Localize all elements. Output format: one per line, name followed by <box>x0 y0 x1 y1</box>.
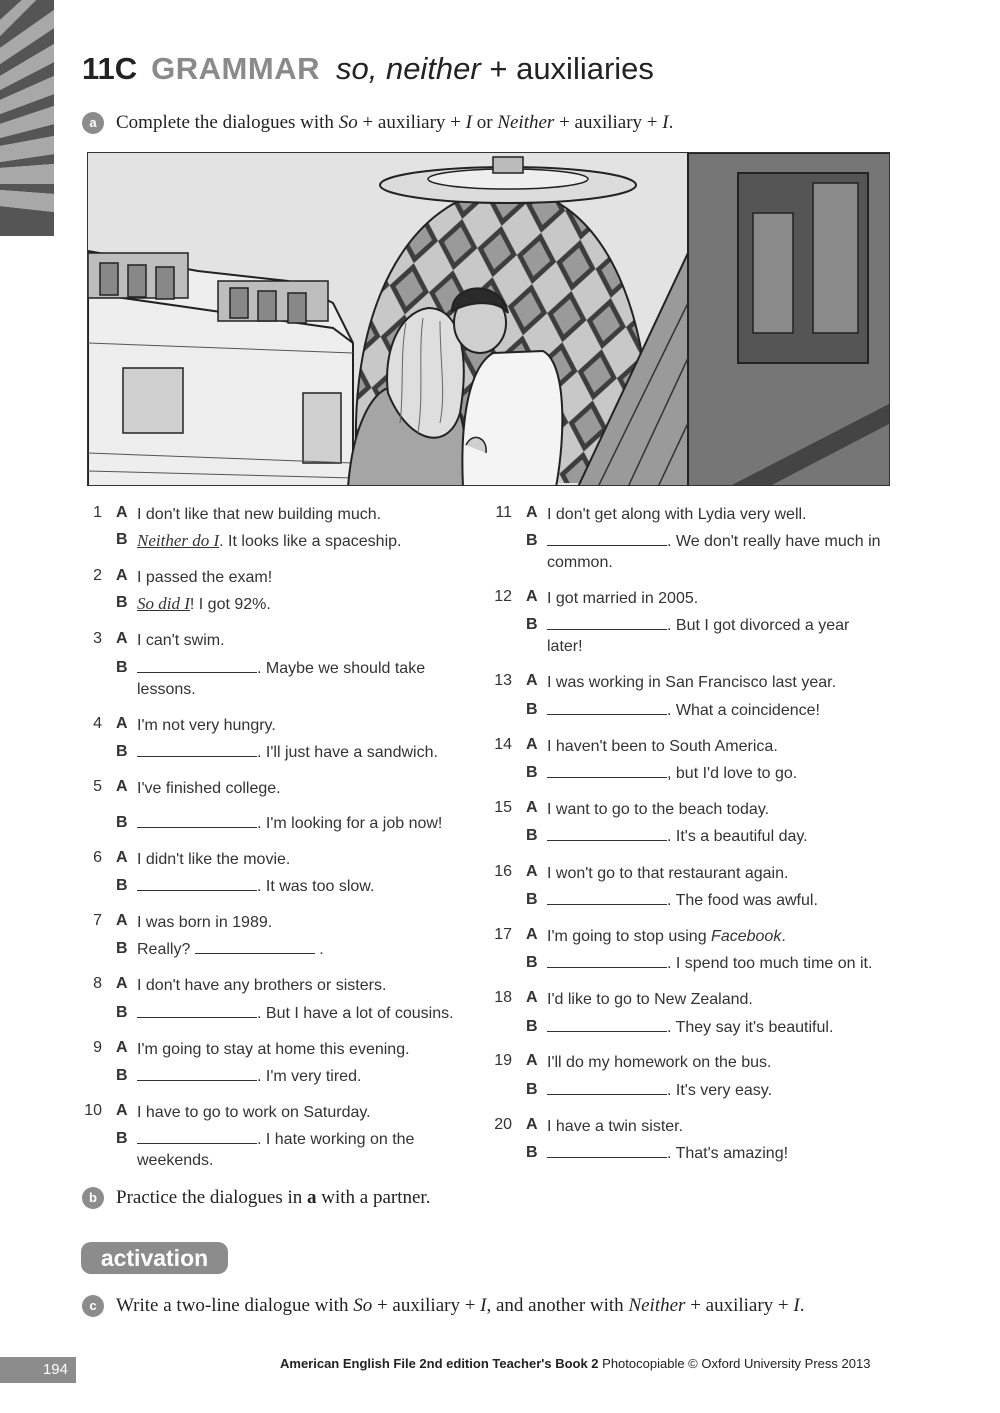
instruction-a <box>82 112 673 134</box>
speaker-b-label: B <box>526 891 538 908</box>
corner-rays-decoration <box>0 0 54 236</box>
speaker-b-line: . That's amazing! <box>547 1143 877 1164</box>
section-badge-c: c <box>82 1295 104 1317</box>
speaker-a-label: A <box>116 849 128 866</box>
speaker-a-line: I'd like to go to New Zealand. <box>547 991 753 1008</box>
illustration-couple-gherkin <box>87 152 890 486</box>
instruction-c-text: Write a two-line dialogue with So + auxiliary + I, and another with Neither + auxiliary + I. <box>116 1295 805 1316</box>
speaker-b-line: . I hate working on the weekends. <box>137 1131 415 1169</box>
speaker-a-label: A <box>526 736 538 753</box>
item-number: 8 <box>93 975 102 992</box>
speaker-b-label: B <box>116 877 128 894</box>
section-badge-b: b <box>82 1187 104 1209</box>
speaker-b-line: . It's very easy. <box>547 1080 877 1101</box>
dialogue-item <box>492 1116 902 1166</box>
dialogue-item <box>82 778 482 838</box>
example-answer: Neither do I <box>137 531 220 550</box>
speaker-a-label: A <box>526 672 538 689</box>
speaker-a-line: I won't go to that restaurant again. <box>547 865 789 882</box>
speaker-a-line: I've finished college. <box>137 780 281 797</box>
speaker-b-line: . But I got divorced a year later! <box>547 617 850 655</box>
speaker-b-label: B <box>526 764 538 781</box>
page-title <box>82 46 654 92</box>
item-number: 11 <box>495 504 512 521</box>
speaker-b-label: B <box>116 1067 128 1084</box>
speaker-b-line: . It was too slow. <box>137 876 467 897</box>
speaker-a-label: A <box>526 1052 538 1069</box>
dialogue-item <box>492 504 902 574</box>
speaker-b-line: . The food was awful. <box>547 890 877 911</box>
speaker-a-line: I'm not very hungry. <box>137 717 276 734</box>
speaker-b-line: . Maybe we should take lessons. <box>137 660 426 698</box>
speaker-b-label: B <box>526 616 538 633</box>
answer-blank[interactable] <box>547 1080 667 1095</box>
instruction-b <box>82 1187 430 1209</box>
item-number: 1 <box>93 504 102 521</box>
answer-blank[interactable] <box>137 1066 257 1081</box>
speaker-a-label: A <box>116 1102 128 1119</box>
speaker-a-line: I don't like that new building much. <box>137 506 382 523</box>
speaker-b-label: B <box>116 1130 128 1147</box>
answer-blank[interactable] <box>547 890 667 905</box>
item-number: 4 <box>93 715 102 732</box>
speaker-a-line: I'll do my homework on the bus. <box>547 1054 772 1071</box>
item-number: 9 <box>93 1039 102 1056</box>
speaker-a-label: A <box>116 975 128 992</box>
dialogue-item <box>82 630 482 700</box>
speaker-a-label: A <box>526 926 538 943</box>
topic-title: so, neither + auxiliaries <box>335 51 654 86</box>
answer-blank[interactable] <box>547 531 667 546</box>
speaker-a-label: A <box>526 504 538 521</box>
answer-blank[interactable] <box>547 763 667 778</box>
speaker-a-label: A <box>526 799 538 816</box>
speaker-b-line: . I spend too much time on it. <box>547 953 892 974</box>
dialogue-item <box>82 715 482 765</box>
item-number: 2 <box>93 567 102 584</box>
speaker-a-label: A <box>116 567 128 584</box>
answer-blank[interactable] <box>137 876 257 891</box>
answer-blank[interactable] <box>137 742 257 757</box>
speaker-a-line: I can't swim. <box>137 632 225 649</box>
speaker-a-line: I have to go to work on Saturday. <box>137 1104 371 1121</box>
answer-blank[interactable] <box>547 826 667 841</box>
speaker-a-line: I got married in 2005. <box>547 590 699 607</box>
speaker-b-label: B <box>116 594 128 611</box>
speaker-b-label: B <box>116 531 128 548</box>
speaker-a-label: A <box>116 912 128 929</box>
speaker-a-label: A <box>526 863 538 880</box>
lesson-code: 11C <box>82 51 138 86</box>
speaker-a-line: I'm going to stay at home this evening. <box>137 1041 410 1058</box>
speaker-a-label: A <box>116 1039 128 1056</box>
answer-blank[interactable] <box>547 1143 667 1158</box>
answer-blank[interactable] <box>547 615 667 630</box>
speaker-b-line: Neither do I. It looks like a spaceship. <box>137 531 402 550</box>
speaker-b-line: , but I'd love to go. <box>547 763 877 784</box>
dialogue-item <box>492 736 902 786</box>
speaker-a-label: A <box>526 989 538 1006</box>
speaker-b-line: So did I! I got 92%. <box>137 594 271 613</box>
speaker-b-label: B <box>116 659 128 676</box>
item-number: 5 <box>93 778 102 795</box>
dialogue-item <box>82 504 482 554</box>
item-number: 20 <box>494 1116 512 1133</box>
answer-blank[interactable] <box>547 700 667 715</box>
dialogue-item <box>82 1102 482 1172</box>
dialogue-item <box>82 567 482 617</box>
speaker-b-label: B <box>526 532 538 549</box>
speaker-b-label: B <box>526 1081 538 1098</box>
speaker-a-line: I was born in 1989. <box>137 914 273 931</box>
item-number: 7 <box>93 912 102 929</box>
speaker-a-line: I didn't like the movie. <box>137 851 291 868</box>
speaker-a-line: I don't get along with Lydia very well. <box>547 506 807 523</box>
speaker-a-line: I want to go to the beach today. <box>547 801 770 818</box>
item-number: 16 <box>494 863 512 880</box>
speaker-b-line: . They say it's beautiful. <box>547 1017 877 1038</box>
speaker-a-label: A <box>116 504 128 521</box>
speaker-b-line: . What a coincidence! <box>547 700 877 721</box>
item-number: 17 <box>494 926 512 943</box>
speaker-b-label: B <box>116 743 128 760</box>
item-number: 14 <box>494 736 512 753</box>
speaker-a-label: A <box>116 778 128 795</box>
speaker-b-label: B <box>116 940 128 957</box>
answer-blank[interactable] <box>547 1017 667 1032</box>
instruction-a-text: Complete the dialogues with So + auxiliary + I or Neither + auxiliary + I. <box>116 112 674 133</box>
answer-blank[interactable] <box>137 1129 257 1144</box>
speaker-b-label: B <box>116 1004 128 1021</box>
answer-blank[interactable] <box>137 813 257 828</box>
speaker-b-line: . We don't really have much in common. <box>547 533 881 571</box>
instruction-c <box>82 1295 804 1317</box>
dialogue-item <box>492 989 902 1039</box>
speaker-b-label: B <box>526 827 538 844</box>
speaker-a-label: A <box>526 1116 538 1133</box>
speaker-a-label: A <box>116 715 128 732</box>
speaker-a-label: A <box>116 630 128 647</box>
speaker-b-line: . I'll just have a sandwich. <box>137 742 467 763</box>
dialogue-item <box>492 1052 902 1102</box>
grammar-label: GRAMMAR <box>151 51 320 86</box>
speaker-b-label: B <box>526 1144 538 1161</box>
speaker-a-line: I passed the exam! <box>137 569 273 586</box>
item-number: 18 <box>494 989 512 1006</box>
dialogue-item <box>82 975 482 1025</box>
item-number: 19 <box>494 1052 512 1069</box>
speaker-a-line: I was working in San Francisco last year. <box>547 674 837 691</box>
dialogue-item <box>82 912 482 962</box>
dialogue-item <box>492 588 902 658</box>
answer-blank[interactable] <box>137 658 257 673</box>
section-badge-a: a <box>82 112 104 134</box>
answer-blank[interactable] <box>547 953 667 968</box>
item-number: 6 <box>93 849 102 866</box>
item-number: 10 <box>84 1102 102 1119</box>
speaker-b-label: B <box>116 814 128 831</box>
example-answer: So did I <box>137 594 190 613</box>
dialogue-item <box>492 926 902 976</box>
speaker-a-line: I haven't been to South America. <box>547 738 778 755</box>
dialogue-item <box>492 799 902 849</box>
speaker-b-label: B <box>526 954 538 971</box>
dialogue-item <box>82 849 482 899</box>
instruction-b-text: Practice the dialogues in a with a partner. <box>116 1187 431 1208</box>
speaker-b-label: B <box>526 701 538 718</box>
speaker-b-line: Really? . <box>137 941 324 958</box>
speaker-b-line: . I'm looking for a job now! <box>137 813 467 834</box>
speaker-b-line: . I'm very tired. <box>137 1066 467 1087</box>
speaker-a-label: A <box>526 588 538 605</box>
activation-heading: activation <box>81 1242 228 1274</box>
dialogue-item <box>492 863 902 913</box>
speaker-a-line: I have a twin sister. <box>547 1118 684 1135</box>
speaker-b-label: B <box>526 1018 538 1035</box>
item-number: 12 <box>494 588 512 605</box>
item-number: 3 <box>93 630 102 647</box>
item-number: 13 <box>494 672 512 689</box>
answer-blank[interactable] <box>137 1003 257 1018</box>
speaker-b-line: . It's a beautiful day. <box>547 826 877 847</box>
dialogue-item <box>82 1039 482 1089</box>
answer-blank[interactable] <box>195 939 315 954</box>
speaker-b-line: . But I have a lot of cousins. <box>137 1003 477 1024</box>
speaker-a-line: I'm going to stop using Facebook. <box>547 928 786 945</box>
page-number: 194 <box>0 1357 76 1383</box>
speaker-a-line: I don't have any brothers or sisters. <box>137 977 387 994</box>
item-number: 15 <box>494 799 512 816</box>
footer-credit: American English File 2nd edition Teacher's Book 2 Photocopiable © Oxford University Press 2013 <box>280 1356 871 1371</box>
dialogue-item <box>492 672 902 722</box>
